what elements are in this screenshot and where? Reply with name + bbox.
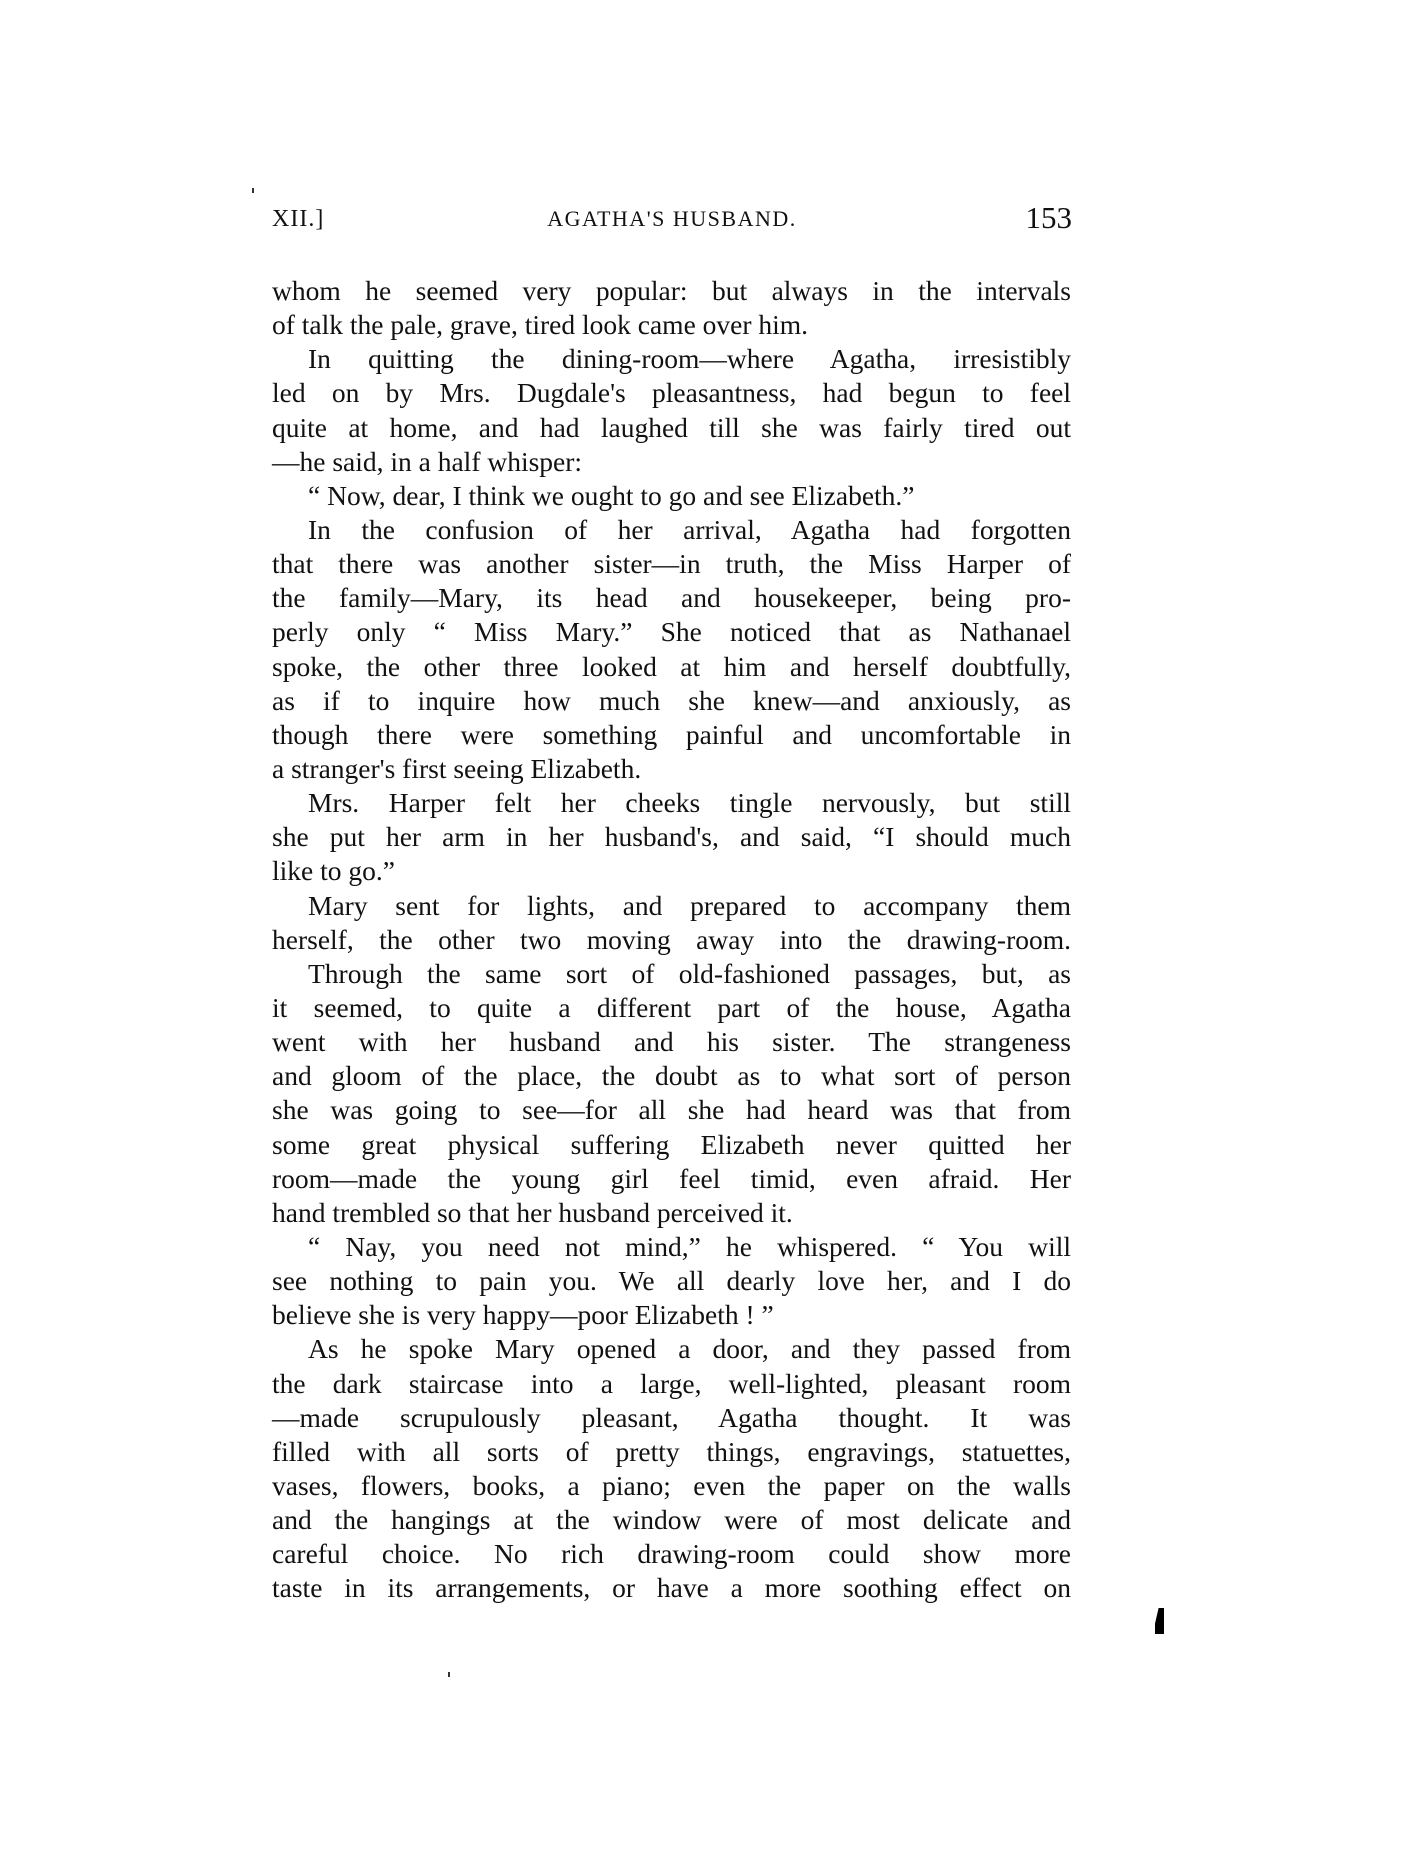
text-line: —made scrupulously pleasant, Agatha thought. It was (272, 1401, 1071, 1433)
text-line: hand trembled so that her husband perceived it. (272, 1196, 793, 1228)
text-line: as if to inquire how much she knew—and anxiously, as (272, 684, 1071, 716)
text-line: Mrs. Harper felt her cheeks tingle nervously, but still (308, 787, 1071, 819)
page-number: 153 (1025, 200, 1072, 235)
text-line: she was going to see—for all she had heard was that from (272, 1094, 1071, 1126)
text-line: some great physical suffering Elizabeth never quitted her (272, 1128, 1071, 1160)
text-line: vases, flowers, books, a piano; even the paper on the walls (272, 1469, 1071, 1501)
text-line: herself, the other two moving away into the drawing-room. (272, 923, 1071, 955)
text-line: a stranger's first seeing Elizabeth. (272, 752, 642, 784)
text-line: believe she is very happy—poor Elizabeth ! ” (272, 1299, 774, 1331)
text-line: quite at home, and had laughed till she was fairly tired out (272, 411, 1071, 443)
text-line: whom he seemed very popular: but always in the intervals (272, 275, 1071, 306)
text-line: of talk the pale, grave, tired look came over him. (272, 309, 809, 341)
text-line: the family—Mary, its head and housekeeper, being pro- (272, 582, 1071, 614)
text-line: like to go.” (272, 855, 395, 887)
text-line: it seemed, to quite a different part of the house, Agatha (272, 991, 1071, 1023)
text-line: —he said, in a half whisper: (272, 445, 583, 477)
running-title: AGATHA'S HUSBAND. (547, 206, 797, 231)
text-line: the dark staircase into a large, well-lighted, pleasant room (272, 1367, 1071, 1399)
text-line: Through the same sort of old-fashioned passages, but, as (308, 957, 1071, 989)
text-line: went with her husband and his sister. The strangeness (272, 1026, 1071, 1058)
text-line: In the confusion of her arrival, Agatha had forgotten (308, 513, 1071, 545)
text-line: In quitting the dining-room—where Agatha, irresistibly (308, 343, 1071, 375)
text-line: spoke, the other three looked at him and herself doubtfully, (272, 650, 1071, 682)
scan-ink-mark (1155, 1608, 1164, 1634)
scan-speck (448, 1672, 450, 1677)
text-line: led on by Mrs. Dugdale's pleasantness, had begun to feel (272, 377, 1071, 409)
body-text (272, 274, 1071, 1605)
text-line: “ Nay, you need not mind,” he whispered. “ You will (308, 1230, 1071, 1262)
text-line: room—made the young girl feel timid, even afraid. Her (272, 1162, 1071, 1194)
text-line: though there were something painful and uncomfortable in (272, 718, 1071, 750)
text-line: see nothing to pain you. We all dearly love her, and I do (272, 1265, 1071, 1297)
chapter-number: XII.] (272, 206, 325, 232)
running-header (272, 200, 1072, 240)
text-line: she put her arm in her husband's, and said, “I should much (272, 821, 1071, 853)
text-line: careful choice. No rich drawing-room could show more (272, 1538, 1071, 1570)
scan-speck (252, 188, 254, 193)
text-line: Mary sent for lights, and prepared to accompany them (308, 889, 1071, 921)
text-line: As he spoke Mary opened a door, and they passed from (308, 1333, 1071, 1365)
text-line: that there was another sister—in truth, the Miss Harper of (272, 548, 1071, 580)
text-line: taste in its arrangements, or have a more soothing effect on (272, 1572, 1071, 1604)
text-line: and the hangings at the window were of most delicate and (272, 1504, 1071, 1536)
text-line: perly only “ Miss Mary.” She noticed that as Nathanael (272, 616, 1071, 648)
text-line: “ Now, dear, I think we ought to go and see Elizabeth.” (308, 479, 915, 511)
text-line: filled with all sorts of pretty things, engravings, statuettes, (272, 1435, 1071, 1467)
text-line: and gloom of the place, the doubt as to what sort of person (272, 1060, 1071, 1092)
